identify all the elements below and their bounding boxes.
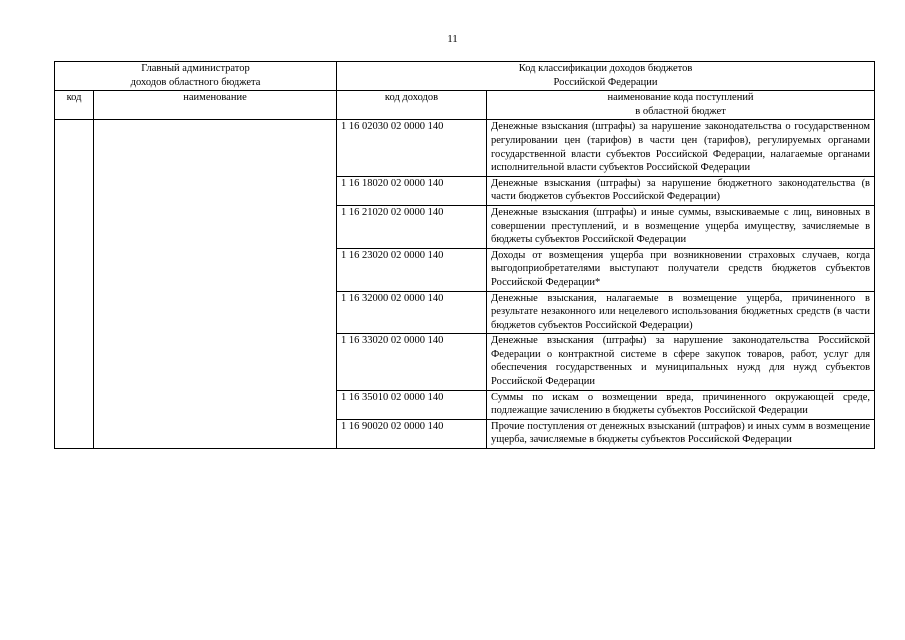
header-col-receipt-name: [487, 91, 875, 120]
header-classification-code: [337, 62, 875, 91]
header-chief-administrator-line1: Главный администратор: [141, 63, 250, 74]
income-code-cell: 1 16 33020 02 0000 140: [337, 334, 487, 390]
income-name-cell: Денежные взыскания (штрафы) за нарушение законодательства Российской Федерации о контрактной системе в сфере закупок товаров, работ, услуг для обеспечения государственных и муниципальных нужд для нужд субъектов Российской Федерации: [487, 334, 875, 390]
header-chief-administrator-line2: доходов областного бюджета: [130, 76, 261, 88]
income-code-cell: 1 16 35010 02 0000 140: [337, 390, 487, 419]
header-col-receipt-name-line1: наименование кода поступлений: [607, 92, 754, 104]
header-row-groups: [55, 62, 875, 91]
income-name-cell: Доходы от возмещения ущерба при возникновении страховых случаев, когда выгодоприобретателями выступают получатели средств бюджетов субъектов Российской Федерации*: [487, 248, 875, 291]
income-code-cell: 1 16 32000 02 0000 140: [337, 291, 487, 334]
income-name-cell: Денежные взыскания (штрафы) за нарушение бюджетного законодательства (в части бюджетов субъектов Российской Федерации): [487, 176, 875, 205]
header-col-code: код: [55, 91, 94, 120]
income-name-cell: Прочие поступления от денежных взысканий (штрафов) и иных сумм в возмещение ущерба, зачисляемые в бюджеты субъектов Российской Федерации: [487, 419, 875, 448]
income-code-cell: 1 16 90020 02 0000 140: [337, 419, 487, 448]
header-chief-administrator: [55, 62, 337, 91]
income-name-cell: Денежные взыскания (штрафы) и иные суммы, взыскиваемые с лиц, виновных в совершении преступлений, и в возмещение ущерба имуществу, зачисляемые в бюджеты субъектов Российской Федерации: [487, 205, 875, 248]
income-classification-table: [54, 61, 875, 449]
table-row: [55, 120, 875, 176]
header-col-receipt-name-line2: в областной бюджет: [635, 105, 726, 117]
header-col-income-code: код доходов: [337, 91, 487, 120]
admin-name-cell: [94, 120, 337, 449]
admin-code-cell: [55, 120, 94, 449]
income-name-cell: Денежные взыскания, налагаемые в возмещение ущерба, причиненного в результате незаконного или нецелевого использования бюджетных средств (в части бюджетов субъектов Российской Федерации): [487, 291, 875, 334]
income-code-cell: 1 16 02030 02 0000 140: [337, 120, 487, 176]
header-row-columns: [55, 91, 875, 120]
header-classification-code-line1: Код классификации доходов бюджетов: [518, 63, 693, 74]
income-code-cell: 1 16 18020 02 0000 140: [337, 176, 487, 205]
page-number: 11: [447, 33, 458, 45]
header-col-name: наименование: [94, 91, 337, 120]
income-code-cell: 1 16 21020 02 0000 140: [337, 205, 487, 248]
header-classification-code-line2: Российской Федерации: [553, 76, 658, 88]
income-name-cell: Суммы по искам о возмещении вреда, причиненного окружающей среде, подлежащие зачислению в бюджеты субъектов Российской Федерации: [487, 390, 875, 419]
income-name-cell: Денежные взыскания (штрафы) за нарушение законодательства о государственном регулировании цен (тарифов) в части цен (тарифов), регулируемых органами государственной власти субъектов Российской Федерации, налагаемые органами исполнительной власти субъектов Российской Федерации: [487, 120, 875, 176]
income-code-cell: 1 16 23020 02 0000 140: [337, 248, 487, 291]
